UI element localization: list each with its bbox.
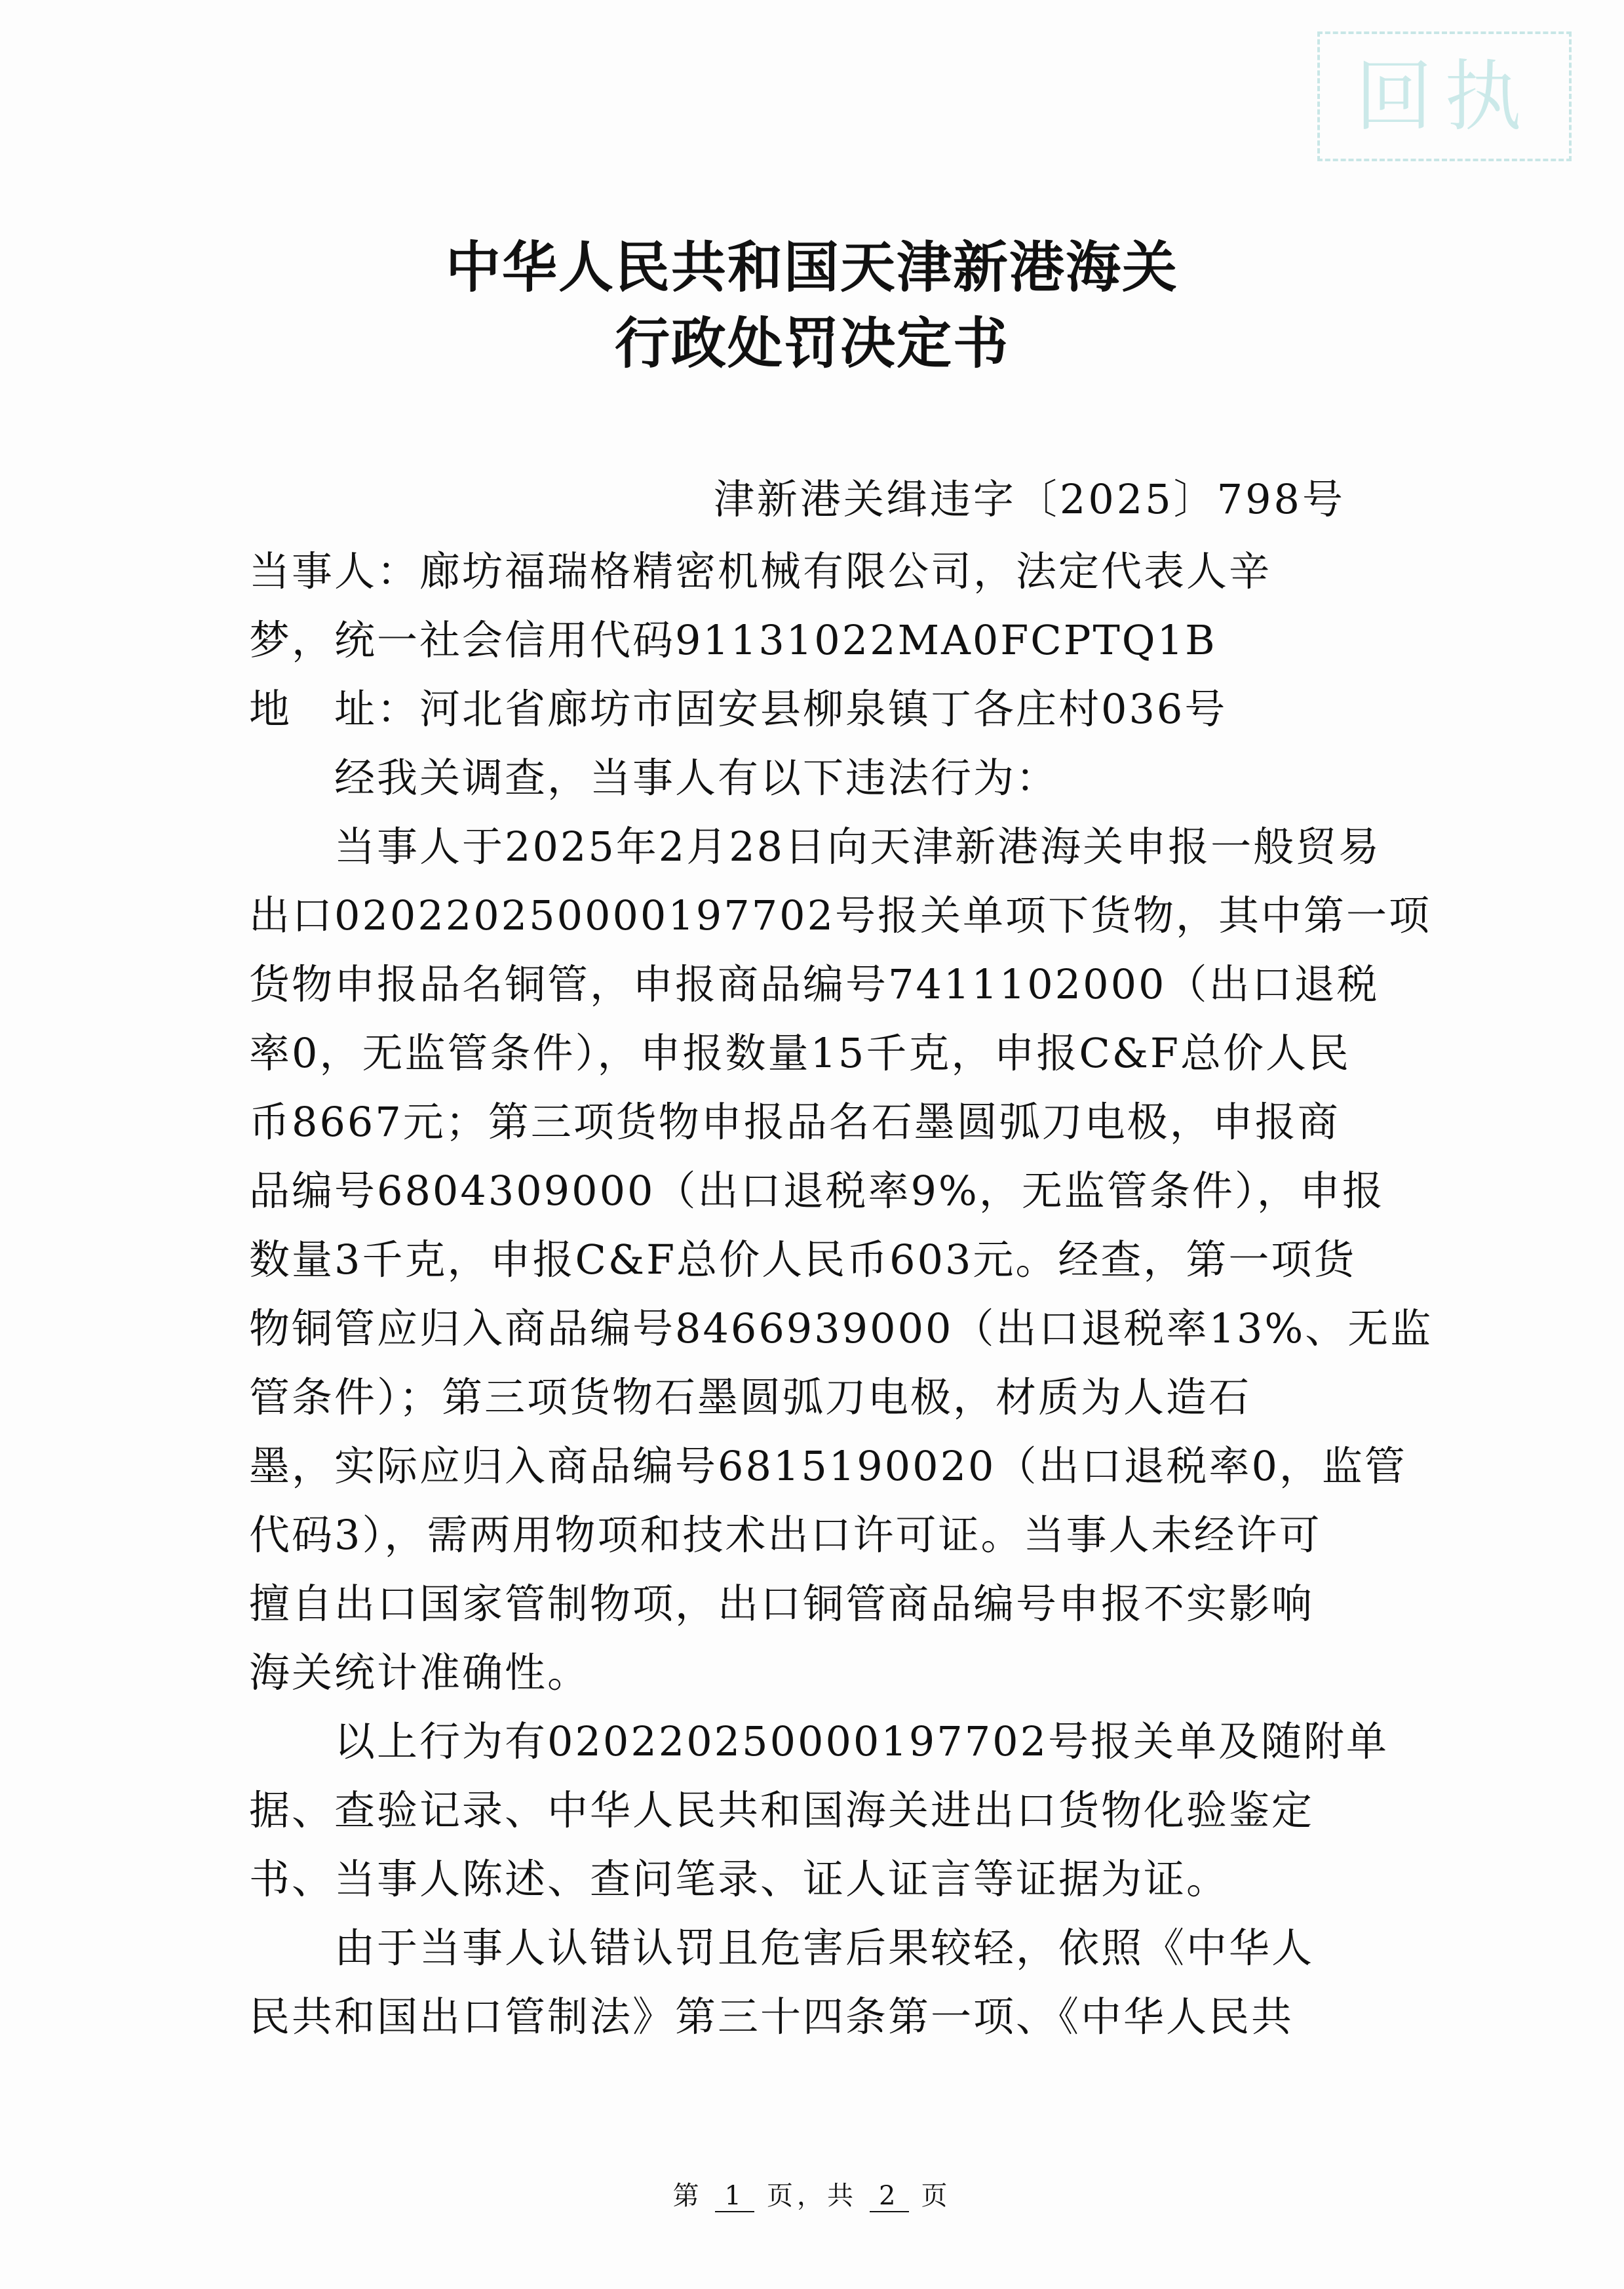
receipt-stamp: 回执 xyxy=(1317,31,1572,161)
body-line: 由于当事人认错认罚且危害后果较轻，依照《中华人 xyxy=(249,1924,1315,1972)
body-line: 海关统计准确性。 xyxy=(249,1649,590,1696)
body-line: 数量3千克，申报C&F总价人民币603元。经查，第一项货 xyxy=(249,1236,1357,1283)
body-line: 书、当事人陈述、查问笔录、证人证言等证据为证。 xyxy=(249,1855,1229,1903)
body-line: 币8667元；第三项货物申报品名石墨圆弧刀电极，申报商 xyxy=(249,1098,1340,1146)
body-line: 以上行为有020220250000197702号报关单及随附单 xyxy=(249,1717,1389,1765)
body-line: 货物申报品名铜管，申报商品编号7411102000（出口退税 xyxy=(249,960,1380,1008)
body-line: 出口020220250000197702号报关单项下货物，其中第一项 xyxy=(249,891,1432,939)
total-pages-number: 2 xyxy=(870,2181,909,2212)
footer-prefix: 第 xyxy=(672,2181,703,2211)
body-line: 墨，实际应归入商品编号6815190020（出口退税率0，监管 xyxy=(249,1442,1407,1490)
document-number: 津新港关缉违字〔2025〕798号 xyxy=(713,475,1345,523)
body-line: 当事人于2025年2月28日向天津新港海关申报一般贸易 xyxy=(249,823,1382,871)
footer-suffix: 页 xyxy=(921,2181,952,2211)
current-page-number: 1 xyxy=(715,2181,754,2212)
body-line: 物铜管应归入商品编号8466939000（出口退税率13%、无监 xyxy=(249,1304,1433,1352)
body-line: 率0，无监管条件），申报数量15千克，申报C&F总价人民 xyxy=(249,1029,1351,1077)
body-line: 品编号6804309000（出口退税率9%，无监管条件），申报 xyxy=(249,1167,1385,1215)
document-title-line-2: 行政处罚决定书 xyxy=(614,311,1009,376)
body-line: 民共和国出口管制法》第三十四条第一项、《中华人民共 xyxy=(249,1993,1294,2041)
page-footer xyxy=(0,2175,1624,2212)
footer-middle: 页，共 xyxy=(767,2181,857,2211)
body-line: 当事人：廊坊福瑞格精密机械有限公司，法定代表人辛 xyxy=(249,547,1272,595)
body-line: 代码3），需两用物项和技术出口许可证。当事人未经许可 xyxy=(249,1511,1322,1559)
body-line: 梦，统一社会信用代码91131022MA0FCPTQ1B xyxy=(249,616,1217,664)
body-line: 管条件）；第三项货物石墨圆弧刀电极，材质为人造石 xyxy=(249,1373,1252,1421)
body-line: 经我关调查，当事人有以下违法行为： xyxy=(249,754,1059,802)
document-title-line-1: 中华人民共和国天津新港海关 xyxy=(445,235,1178,300)
body-line: 据、查验记录、中华人民共和国海关进出口货物化验鉴定 xyxy=(249,1786,1315,1834)
body-line: 地 址：河北省廊坊市固安县柳泉镇丁各庄村036号 xyxy=(249,685,1228,733)
body-line: 擅自出口国家管制物项，出口铜管商品编号申报不实影响 xyxy=(249,1580,1315,1628)
